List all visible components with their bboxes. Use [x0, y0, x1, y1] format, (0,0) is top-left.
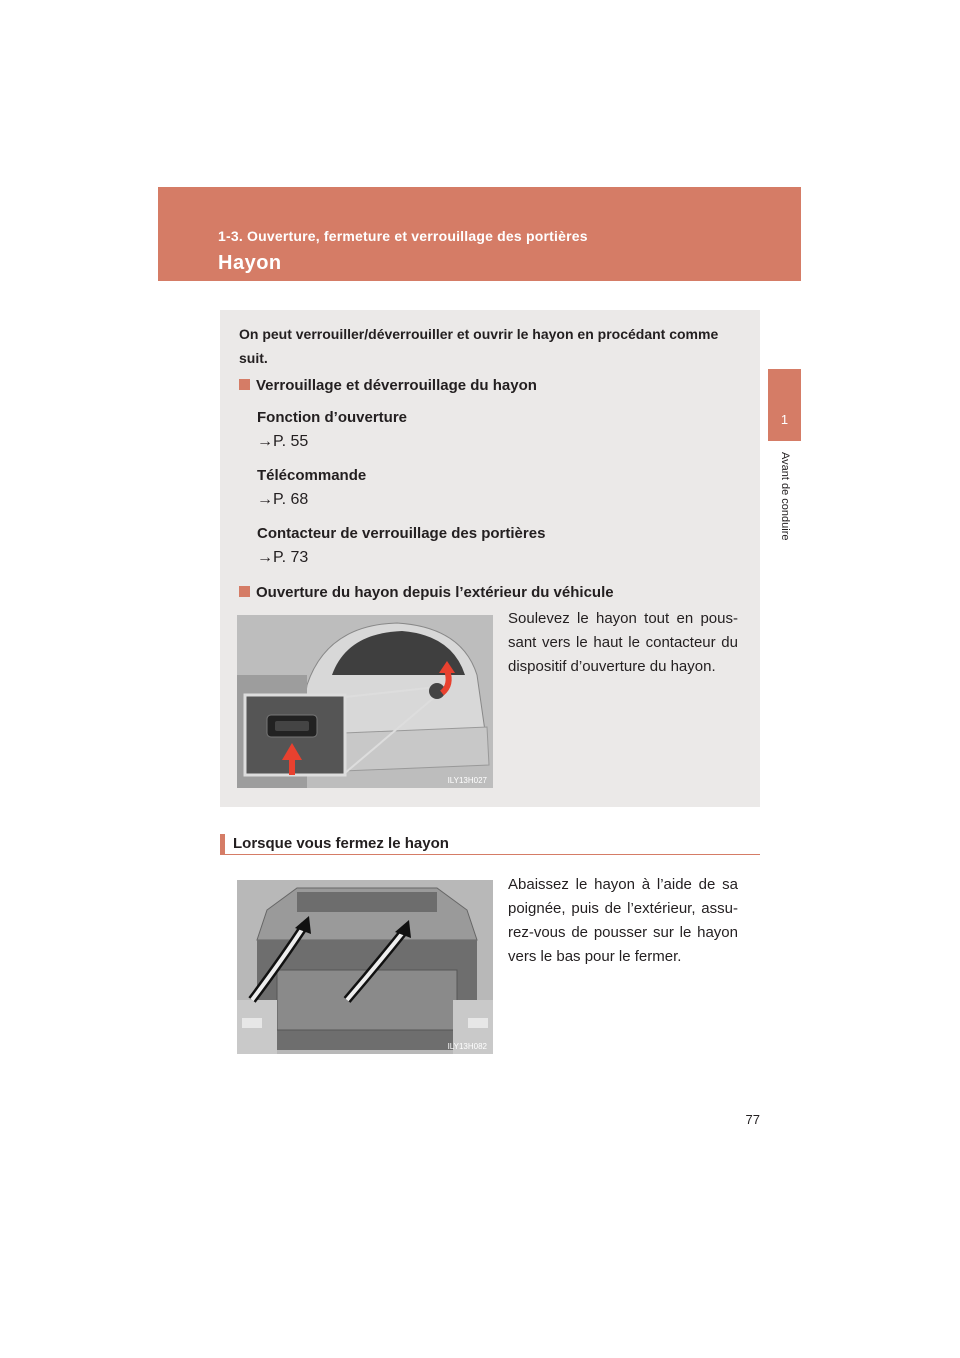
chapter-tab[interactable] [768, 369, 801, 441]
chapter-number: 1 [780, 412, 789, 427]
section-label: 1-3. Ouverture, fermeture et verrouillage des portières [218, 228, 588, 244]
lock-section-heading-text: Verrouillage et déverrouillage du hayon [256, 377, 537, 394]
lock-item-title: Contacteur de verrouillage des portières [257, 525, 546, 542]
open-tailgate-illustration [237, 880, 493, 1054]
page-title: Hayon [218, 252, 282, 274]
car-rear-illustration [237, 615, 493, 788]
sub-section-marker [220, 834, 225, 855]
image-code: ILY13H027 [447, 776, 487, 785]
page-number: 77 [745, 1112, 760, 1127]
open-section-heading [239, 584, 614, 601]
square-bullet-icon [239, 586, 250, 597]
page-reference-link[interactable]: →P. 68 [257, 491, 309, 508]
image-code: ILY13H082 [447, 1042, 487, 1051]
intro-text: On peut verrouiller/déverrouiller et ouvrir le hayon en procédant comme suit. [239, 326, 719, 366]
open-tailgate-photo [237, 880, 493, 1054]
sub-section-title: Lorsque vous fermez le hayon [233, 835, 449, 852]
close-instruction-text: Abaissez le hayon à l’aide de sa poignée, puis de l’extérieur, assu- rez-vous de pousser sur le hayon vers le bas pour le fermer. [508, 876, 738, 965]
lock-item-title: Fonction d’ouverture [257, 409, 407, 426]
page-reference-link[interactable]: →P. 73 [257, 549, 309, 566]
page-reference-link[interactable]: →P. 55 [257, 433, 309, 450]
lock-section-heading [239, 377, 537, 394]
lock-item-title: Télécommande [257, 467, 367, 484]
tailgate-switch-photo [237, 615, 493, 788]
open-section-heading-text: Ouverture du hayon depuis l’extérieur du véhicule [256, 584, 614, 601]
square-bullet-icon [239, 379, 250, 390]
chapter-name: Avant de conduire [779, 452, 791, 541]
open-instruction-text: Soulevez le hayon tout en pous- sant vers le haut le contacteur du dispositif d’ouverture du hayon. [508, 610, 738, 675]
